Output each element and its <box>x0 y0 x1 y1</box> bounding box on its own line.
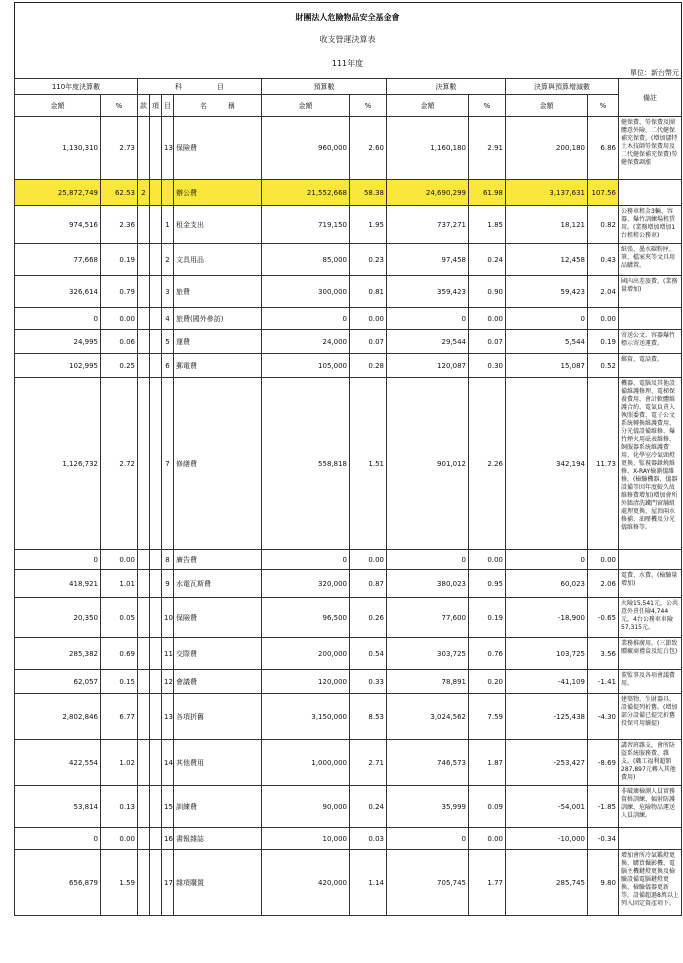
diff-pct-cell: 9.80 <box>588 850 619 916</box>
mu-cell <box>162 180 174 206</box>
actual-pct-cell: 0.20 <box>469 670 506 694</box>
actual-amount-cell: 746,573 <box>387 740 469 786</box>
note-cell: 業務推廣用。(三節致贈廠商禮盒及紅白包) <box>619 638 682 670</box>
note-cell: 火險15,541元，公共意外責任險4,744元，4台公務車車險57,315元。 <box>619 598 682 638</box>
prev-amount-cell: 422,554 <box>15 740 101 786</box>
xiang-cell <box>150 670 162 694</box>
diff-amount-cell: 15,087 <box>506 354 588 378</box>
note-cell: 增加會所冷氣鑑燈更換、購買攝影機、電腦主機鍵燈更換及檢驗設備電腦鍵燈更換、檢驗儀器更新等，設備超過8萬以上列入固定資產項下。 <box>619 850 682 916</box>
actual-pct-cell: 2.26 <box>469 378 506 550</box>
diff-amount-cell: -10,000 <box>506 828 588 850</box>
item-name-cell: 水電瓦斯費 <box>174 570 262 598</box>
budget-amount-cell: 0 <box>262 308 350 330</box>
xiang-cell <box>150 180 162 206</box>
subhead-amount: 金額 <box>15 95 101 117</box>
report-year: 111年度 <box>331 59 364 68</box>
budget-amount-cell: 90,000 <box>262 786 350 828</box>
note-cell <box>619 308 682 330</box>
xiang-cell <box>150 598 162 638</box>
kuan-cell <box>138 354 150 378</box>
actual-pct-cell: 1.85 <box>469 206 506 244</box>
budget-amount-cell: 3,150,000 <box>262 694 350 740</box>
mu-cell: 2 <box>162 244 174 276</box>
subhead-name: 名 稱 <box>174 95 262 117</box>
diff-pct-cell: 0.52 <box>588 354 619 378</box>
budget-pct-cell: 0.54 <box>350 638 387 670</box>
prev-pct-cell: 0.00 <box>101 828 138 850</box>
budget-amount-cell: 1,000,000 <box>262 740 350 786</box>
item-name-cell: 租金支出 <box>174 206 262 244</box>
prev-pct-cell: 0.15 <box>101 670 138 694</box>
org-title: 財團法人危險物品安全基金會 <box>295 13 400 22</box>
mu-cell: 10 <box>162 598 174 638</box>
diff-pct-cell: -1.85 <box>588 786 619 828</box>
item-name-cell: 保險費 <box>174 598 262 638</box>
table-body <box>15 117 682 916</box>
subhead-amount: 金額 <box>506 95 588 117</box>
actual-amount-cell: 0 <box>387 308 469 330</box>
xiang-cell <box>150 276 162 308</box>
subhead-pct: % <box>588 95 619 117</box>
prev-pct-cell: 2.72 <box>101 378 138 550</box>
table-row <box>15 206 682 244</box>
table-row <box>15 828 682 850</box>
actual-amount-cell: 24,690,299 <box>387 180 469 206</box>
note-cell: 國內出差旅費。(業務量增加) <box>619 276 682 308</box>
subhead-pct: % <box>469 95 506 117</box>
prev-amount-cell: 0 <box>15 550 101 570</box>
kuan-cell <box>138 206 150 244</box>
prev-pct-cell: 0.79 <box>101 276 138 308</box>
table-row <box>15 550 682 570</box>
actual-amount-cell: 705,745 <box>387 850 469 916</box>
actual-pct-cell: 7.59 <box>469 694 506 740</box>
budget-pct-cell: 1.51 <box>350 378 387 550</box>
actual-amount-cell: 77,600 <box>387 598 469 638</box>
mu-cell: 1 <box>162 206 174 244</box>
budget-amount-cell: 96,500 <box>262 598 350 638</box>
note-cell: 健保費、勞保費及團體意外險、二代健保補充保費。(增加儲特土木技師勞保費用及二代健保補充保費)勞健保費調漲 <box>619 117 682 180</box>
table-row <box>15 694 682 740</box>
prev-pct-cell: 2.36 <box>101 206 138 244</box>
actual-amount-cell: 303,725 <box>387 638 469 670</box>
kuan-cell <box>138 550 150 570</box>
xiang-cell <box>150 206 162 244</box>
table-row <box>15 330 682 354</box>
prev-pct-cell: 1.02 <box>101 740 138 786</box>
budget-amount-cell: 960,000 <box>262 117 350 180</box>
diff-amount-cell: 5,544 <box>506 330 588 354</box>
item-name-cell: 旅費(國外參訪) <box>174 308 262 330</box>
mu-cell: 9 <box>162 570 174 598</box>
budget-pct-cell: 0.03 <box>350 828 387 850</box>
mu-cell: 16 <box>162 828 174 850</box>
note-cell: 郵資、電話費。 <box>619 354 682 378</box>
report-title: 收支營運決算表 <box>319 35 376 44</box>
actual-pct-cell: 0.76 <box>469 638 506 670</box>
budget-amount-cell: 21,552,668 <box>262 180 350 206</box>
note-cell: 機器、電腦及其他設備維護修理、電梯保養費用、會計軟體維護合約、電氣負責人執照委費、電子公文系統轉換維護費用、分光儀設備維修、爆竹煙火用砝表維修、飼服器系統維護費用、化學室冷氣頭燈更換、監視器錄燒維修、X-RAY檢測儀維修。(檢驗機器、儀器設備等因年度較久故維修費增加)增加會所外牆清洗鐵門窗舖組處理更換、屋頂兩水修補、油壓機及分光儀維修等。 <box>619 378 682 550</box>
prev-amount-cell: 656,879 <box>15 850 101 916</box>
budget-pct-cell: 2.60 <box>350 117 387 180</box>
actual-pct-cell: 0.30 <box>469 354 506 378</box>
subhead-pct: % <box>101 95 138 117</box>
mu-cell: 3 <box>162 276 174 308</box>
diff-pct-cell: -8.69 <box>588 740 619 786</box>
table-row <box>15 354 682 378</box>
actual-amount-cell: 0 <box>387 828 469 850</box>
mu-cell: 13 <box>162 694 174 740</box>
prev-pct-cell: 0.69 <box>101 638 138 670</box>
budget-amount-cell: 0 <box>262 550 350 570</box>
table-row <box>15 638 682 670</box>
mu-cell: 4 <box>162 308 174 330</box>
mu-cell: 5 <box>162 330 174 354</box>
col-subject: 科 目 <box>138 79 262 95</box>
kuan-cell <box>138 330 150 354</box>
item-name-cell: 訓練費 <box>174 786 262 828</box>
actual-pct-cell: 0.95 <box>469 570 506 598</box>
prev-amount-cell: 974,516 <box>15 206 101 244</box>
diff-pct-cell: 0.00 <box>588 308 619 330</box>
subhead-amount: 金額 <box>262 95 350 117</box>
diff-pct-cell: -4.30 <box>588 694 619 740</box>
prev-pct-cell: 0.00 <box>101 308 138 330</box>
col-prev-year: 110年度決算數 <box>15 79 138 95</box>
note-cell: 建築物、生財器具、設備提列折舊。(增加部分設備已提完折舊投保可用續提) <box>619 694 682 740</box>
budget-pct-cell: 0.26 <box>350 598 387 638</box>
note-cell: 講習班雜支，會所防盜系統服務費、雜支。(職工福利超額287,897元轉入其他費用) <box>619 740 682 786</box>
diff-pct-cell: 6.86 <box>588 117 619 180</box>
xiang-cell <box>150 354 162 378</box>
prev-pct-cell: 1.59 <box>101 850 138 916</box>
kuan-cell: 2 <box>138 180 150 206</box>
diff-pct-cell: 11.73 <box>588 378 619 550</box>
actual-pct-cell: 0.07 <box>469 330 506 354</box>
kuan-cell <box>138 740 150 786</box>
diff-pct-cell: 0.00 <box>588 550 619 570</box>
budget-amount-cell: 24,000 <box>262 330 350 354</box>
item-name-cell: 辦公費 <box>174 180 262 206</box>
actual-amount-cell: 3,024,562 <box>387 694 469 740</box>
table-row <box>15 378 682 550</box>
item-name-cell: 文具用品 <box>174 244 262 276</box>
diff-amount-cell: 0 <box>506 308 588 330</box>
budget-pct-cell: 2.71 <box>350 740 387 786</box>
budget-amount-cell: 558,818 <box>262 378 350 550</box>
diff-amount-cell: 103,725 <box>506 638 588 670</box>
mu-cell: 17 <box>162 850 174 916</box>
diff-amount-cell: -253,427 <box>506 740 588 786</box>
kuan-cell <box>138 378 150 550</box>
actual-pct-cell: 1.77 <box>469 850 506 916</box>
diff-amount-cell: 12,458 <box>506 244 588 276</box>
actual-pct-cell: 0.09 <box>469 786 506 828</box>
xiang-cell <box>150 330 162 354</box>
mu-cell: 8 <box>162 550 174 570</box>
budget-pct-cell: 0.81 <box>350 276 387 308</box>
kuan-cell <box>138 244 150 276</box>
budget-amount-cell: 300,000 <box>262 276 350 308</box>
prev-amount-cell: 326,614 <box>15 276 101 308</box>
item-name-cell: 交際費 <box>174 638 262 670</box>
table-row <box>15 740 682 786</box>
item-name-cell: 雜項購置 <box>174 850 262 916</box>
mu-cell: 14 <box>162 740 174 786</box>
item-name-cell: 會議費 <box>174 670 262 694</box>
budget-amount-cell: 200,000 <box>262 638 350 670</box>
subhead-kuan: 款 <box>138 95 150 117</box>
prev-amount-cell: 1,130,310 <box>15 117 101 180</box>
kuan-cell <box>138 276 150 308</box>
note-cell <box>619 828 682 850</box>
budget-pct-cell: 8.53 <box>350 694 387 740</box>
actual-pct-cell: 0.00 <box>469 308 506 330</box>
currency-unit: 單位：新台幣元 <box>630 69 679 77</box>
item-name-cell: 各項折舊 <box>174 694 262 740</box>
prev-pct-cell: 1.01 <box>101 570 138 598</box>
kuan-cell <box>138 570 150 598</box>
actual-amount-cell: 97,458 <box>387 244 469 276</box>
budget-pct-cell: 0.87 <box>350 570 387 598</box>
diff-pct-cell: -0.65 <box>588 598 619 638</box>
prev-pct-cell: 0.19 <box>101 244 138 276</box>
prev-pct-cell: 62.53 <box>101 180 138 206</box>
diff-pct-cell: 0.82 <box>588 206 619 244</box>
xiang-cell <box>150 378 162 550</box>
budget-pct-cell: 58.38 <box>350 180 387 206</box>
note-cell: 寄送公文、容器爆竹標示寄送運費。 <box>619 330 682 354</box>
item-name-cell: 旅費 <box>174 276 262 308</box>
table-row <box>15 670 682 694</box>
note-cell <box>619 180 682 206</box>
diff-pct-cell: 107.56 <box>588 180 619 206</box>
diff-pct-cell: 3.56 <box>588 638 619 670</box>
item-name-cell: 其他費用 <box>174 740 262 786</box>
budget-pct-cell: 0.28 <box>350 354 387 378</box>
table-row <box>15 850 682 916</box>
note-cell: 非破壞檢測人員實務資格訓練、輻射防護訓練、危險物品運送人員訓練。 <box>619 786 682 828</box>
budget-amount-cell: 85,000 <box>262 244 350 276</box>
actual-pct-cell: 2.91 <box>469 117 506 180</box>
prev-amount-cell: 102,995 <box>15 354 101 378</box>
prev-amount-cell: 24,995 <box>15 330 101 354</box>
diff-amount-cell: 59,423 <box>506 276 588 308</box>
prev-pct-cell: 0.13 <box>101 786 138 828</box>
prev-amount-cell: 0 <box>15 828 101 850</box>
budget-pct-cell: 0.23 <box>350 244 387 276</box>
prev-amount-cell: 77,668 <box>15 244 101 276</box>
table-row <box>15 117 682 180</box>
note-cell: 紙張、墨水碳粉匣、筆、檔案夾等文具用品購置。 <box>619 244 682 276</box>
xiang-cell <box>150 550 162 570</box>
actual-pct-cell: 0.00 <box>469 550 506 570</box>
mu-cell: 11 <box>162 638 174 670</box>
actual-amount-cell: 1,160,180 <box>387 117 469 180</box>
prev-pct-cell: 0.05 <box>101 598 138 638</box>
diff-amount-cell: -41,109 <box>506 670 588 694</box>
mu-cell: 6 <box>162 354 174 378</box>
budget-amount-cell: 105,000 <box>262 354 350 378</box>
col-actual: 決算數 <box>387 79 506 95</box>
diff-amount-cell: -54,001 <box>506 786 588 828</box>
diff-amount-cell: 0 <box>506 550 588 570</box>
budget-pct-cell: 0.07 <box>350 330 387 354</box>
col-diff: 決算與預算增減數 <box>506 79 619 95</box>
diff-amount-cell: 3,137,631 <box>506 180 588 206</box>
xiang-cell <box>150 694 162 740</box>
col-note: 備註 <box>619 79 682 117</box>
table-row <box>15 308 682 330</box>
budget-pct-cell: 0.33 <box>350 670 387 694</box>
xiang-cell <box>150 786 162 828</box>
diff-amount-cell: 18,121 <box>506 206 588 244</box>
actual-amount-cell: 29,544 <box>387 330 469 354</box>
budget-pct-cell: 0.00 <box>350 550 387 570</box>
actual-pct-cell: 0.19 <box>469 598 506 638</box>
table-row <box>15 244 682 276</box>
xiang-cell <box>150 828 162 850</box>
table-row <box>15 786 682 828</box>
prev-amount-cell: 53,814 <box>15 786 101 828</box>
note-cell: 電費、水費。(檢驗量增加) <box>619 570 682 598</box>
kuan-cell <box>138 598 150 638</box>
diff-pct-cell: 0.19 <box>588 330 619 354</box>
col-budget: 預算數 <box>262 79 387 95</box>
prev-amount-cell: 2,802,846 <box>15 694 101 740</box>
budget-amount-cell: 320,000 <box>262 570 350 598</box>
actual-pct-cell: 0.00 <box>469 828 506 850</box>
xiang-cell <box>150 850 162 916</box>
xiang-cell <box>150 570 162 598</box>
prev-pct-cell: 0.00 <box>101 550 138 570</box>
actual-amount-cell: 35,999 <box>387 786 469 828</box>
subhead-pct: % <box>350 95 387 117</box>
budget-table <box>14 78 682 916</box>
mu-cell: 12 <box>162 670 174 694</box>
actual-pct-cell: 0.24 <box>469 244 506 276</box>
table-row <box>15 598 682 638</box>
table-row <box>15 570 682 598</box>
actual-amount-cell: 380,023 <box>387 570 469 598</box>
kuan-cell <box>138 828 150 850</box>
prev-amount-cell: 62,057 <box>15 670 101 694</box>
prev-pct-cell: 0.06 <box>101 330 138 354</box>
xiang-cell <box>150 244 162 276</box>
budget-amount-cell: 120,000 <box>262 670 350 694</box>
prev-amount-cell: 285,382 <box>15 638 101 670</box>
xiang-cell <box>150 638 162 670</box>
diff-amount-cell: 342,194 <box>506 378 588 550</box>
actual-pct-cell: 0.90 <box>469 276 506 308</box>
kuan-cell <box>138 670 150 694</box>
diff-pct-cell: -0.34 <box>588 828 619 850</box>
subhead-mu: 目 <box>162 95 174 117</box>
note-cell <box>619 550 682 570</box>
prev-amount-cell: 0 <box>15 308 101 330</box>
kuan-cell <box>138 638 150 670</box>
prev-amount-cell: 20,350 <box>15 598 101 638</box>
table-row <box>15 276 682 308</box>
actual-amount-cell: 120,087 <box>387 354 469 378</box>
subhead-amount: 金額 <box>387 95 469 117</box>
mu-cell: 13 <box>162 117 174 180</box>
prev-amount-cell: 1,126,732 <box>15 378 101 550</box>
item-name-cell: 保險費 <box>174 117 262 180</box>
mu-cell: 7 <box>162 378 174 550</box>
actual-amount-cell: 78,891 <box>387 670 469 694</box>
prev-pct-cell: 6.77 <box>101 694 138 740</box>
note-cell: 董監事及各項會議費用。 <box>619 670 682 694</box>
xiang-cell <box>150 308 162 330</box>
prev-pct-cell: 0.25 <box>101 354 138 378</box>
budget-amount-cell: 10,000 <box>262 828 350 850</box>
note-cell: 公務車租金3輛、容器、爆竹訓練場租賃用。(業務增加增加1台租租公務車) <box>619 206 682 244</box>
diff-pct-cell: -1.41 <box>588 670 619 694</box>
actual-amount-cell: 737,271 <box>387 206 469 244</box>
kuan-cell <box>138 117 150 180</box>
item-name-cell: 郵電費 <box>174 354 262 378</box>
xiang-cell <box>150 740 162 786</box>
actual-pct-cell: 61.98 <box>469 180 506 206</box>
budget-pct-cell: 1.95 <box>350 206 387 244</box>
diff-amount-cell: 285,745 <box>506 850 588 916</box>
mu-cell: 15 <box>162 786 174 828</box>
kuan-cell <box>138 694 150 740</box>
table-row <box>15 180 682 206</box>
xiang-cell <box>150 117 162 180</box>
prev-amount-cell: 418,921 <box>15 570 101 598</box>
kuan-cell <box>138 308 150 330</box>
diff-pct-cell: 0.43 <box>588 244 619 276</box>
subhead-xiang: 項 <box>150 95 162 117</box>
item-name-cell: 修繕費 <box>174 378 262 550</box>
diff-amount-cell: -125,438 <box>506 694 588 740</box>
item-name-cell: 書報雜誌 <box>174 828 262 850</box>
prev-pct-cell: 2.73 <box>101 117 138 180</box>
diff-amount-cell: -18,900 <box>506 598 588 638</box>
budget-pct-cell: 1.14 <box>350 850 387 916</box>
diff-amount-cell: 200,180 <box>506 117 588 180</box>
item-name-cell: 運費 <box>174 330 262 354</box>
kuan-cell <box>138 786 150 828</box>
budget-amount-cell: 420,000 <box>262 850 350 916</box>
prev-amount-cell: 25,872,749 <box>15 180 101 206</box>
kuan-cell <box>138 850 150 916</box>
diff-pct-cell: 2.04 <box>588 276 619 308</box>
diff-pct-cell: 2.06 <box>588 570 619 598</box>
actual-amount-cell: 359,423 <box>387 276 469 308</box>
actual-pct-cell: 1.87 <box>469 740 506 786</box>
budget-pct-cell: 0.24 <box>350 786 387 828</box>
diff-amount-cell: 60,023 <box>506 570 588 598</box>
budget-amount-cell: 719,150 <box>262 206 350 244</box>
actual-amount-cell: 901,012 <box>387 378 469 550</box>
budget-pct-cell: 0.00 <box>350 308 387 330</box>
actual-amount-cell: 0 <box>387 550 469 570</box>
item-name-cell: 廣告費 <box>174 550 262 570</box>
